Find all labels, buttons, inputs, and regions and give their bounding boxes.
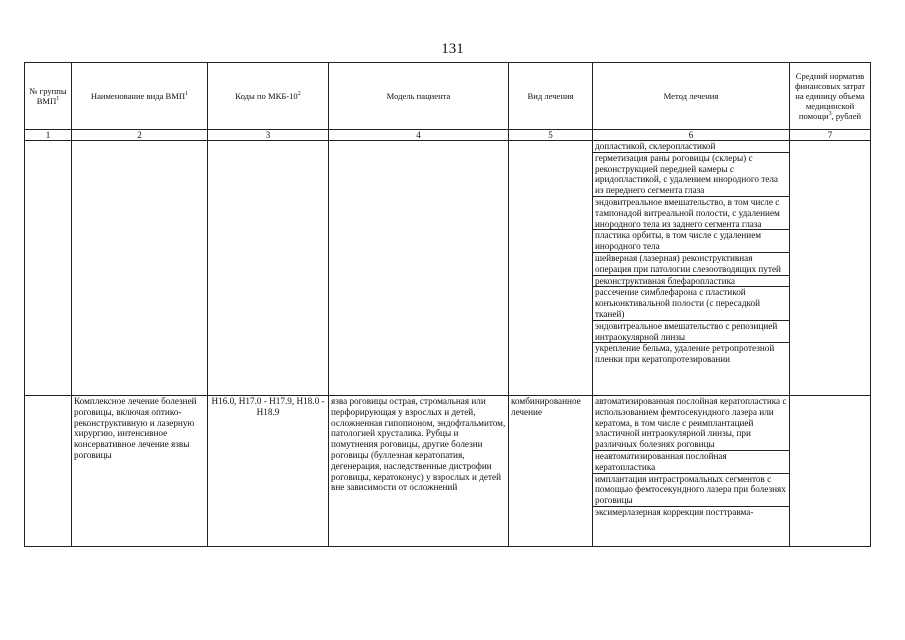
- cell-cost: [790, 396, 871, 547]
- column-number: 5: [509, 130, 593, 141]
- column-number: 7: [790, 130, 871, 141]
- header-model: Модель пациента: [329, 63, 509, 130]
- cell-name: [72, 141, 208, 396]
- cell-model: [329, 141, 509, 396]
- cell-group: [25, 141, 72, 396]
- table-row: [25, 396, 871, 547]
- method-item: укрепление бельма, удаление ретропротезной пленки при кератопротезировании: [595, 343, 775, 365]
- cell-treatment-type: комбинированное лечение: [509, 396, 593, 547]
- column-number: 6: [593, 130, 790, 141]
- method-item: эндовитреальное вмешательство с репозицией интраокулярной линзы: [593, 321, 789, 344]
- column-number-row: [25, 130, 871, 141]
- method-item: шейверная (лазерная) реконструктивная операция при патологии слезоотводящих путей: [593, 253, 789, 276]
- method-item: автоматизированная послойная кератопластика с использованием фемтосекундного лазера или кератома, в том числе с реимплантацией эластичной интраокулярной линзы, при различных болезнях роговицы: [593, 396, 789, 451]
- method-item: неавтоматизированная послойная кератопластика: [593, 451, 789, 474]
- cell-codes: [208, 141, 329, 396]
- cell-model: язва роговицы острая, стромальная или перфорирующая у взрослых и детей, осложненная гипопионом, эндофтальмитом, патологией хрусталика. Рубцы и помутнения роговицы, другие болезни роговицы (буллезная кератопатия, дегенерация, наследственные дистрофии роговицы, кератоконус) у взрослых и детей вне зависимости от осложнений: [329, 396, 509, 547]
- cell-treatment-type: [509, 141, 593, 396]
- method-item: эксимерлазерная коррекция посттравма-: [595, 506, 754, 517]
- table-row: [25, 141, 871, 396]
- method-item: пластика орбиты, в том числе с удалением инородного тела: [593, 230, 789, 253]
- header-cost: Средний норматив финансовых затрат на единицу объема медицинской помощи$^3$, рублей: [790, 63, 871, 130]
- column-number: 1: [25, 130, 72, 141]
- method-item: допластикой, склеропластикой: [593, 141, 789, 153]
- cell-cost: [790, 141, 871, 396]
- header-group: № группы ВМП$^1$: [25, 63, 72, 130]
- method-item: эндовитреальное вмешательство, в том числе с тампонадой витреальной полости, с удалением инородного тела из заднего сегмента глаза: [593, 197, 789, 230]
- column-number: 2: [72, 130, 208, 141]
- cell-methods: [593, 141, 790, 396]
- method-item: реконструктивная блефаропластика: [593, 276, 789, 288]
- cell-group: [25, 396, 72, 547]
- method-item: герметизация раны роговицы (склеры) с реконструкцией передней камеры с иридопластикой, с удалением инородного тела из переднего сегмента глаза: [593, 153, 789, 197]
- column-number: 3: [208, 130, 329, 141]
- cell-name: Комплексное лечение болезней роговицы, включая оптико-реконструктивную и лазерную хирургию, интенсивное консервативное лечение язвы роговицы: [72, 396, 208, 547]
- header-name: Наименование вида ВМП$^1$: [72, 63, 208, 130]
- header-method: Метод лечения: [593, 63, 790, 130]
- header-row: [25, 63, 871, 130]
- header-codes: Коды по МКБ-$10^2$: [208, 63, 329, 130]
- cell-methods: [593, 396, 790, 547]
- header-treatment-type: Вид лечения: [509, 63, 593, 130]
- method-item: имплантация интрастромальных сегментов с помощью фемтосекундного лазера при болезнях роговицы: [593, 474, 789, 507]
- method-item: рассечение симблефарона с пластикой конъюнктивальной полости (с пересадкой тканей): [593, 287, 789, 320]
- page-number: 131: [441, 41, 464, 57]
- cell-codes: H16.0, H17.0 - H17.9, H18.0 - H18.9: [208, 396, 329, 547]
- vmp-table: [24, 62, 871, 547]
- column-number: 4: [329, 130, 509, 141]
